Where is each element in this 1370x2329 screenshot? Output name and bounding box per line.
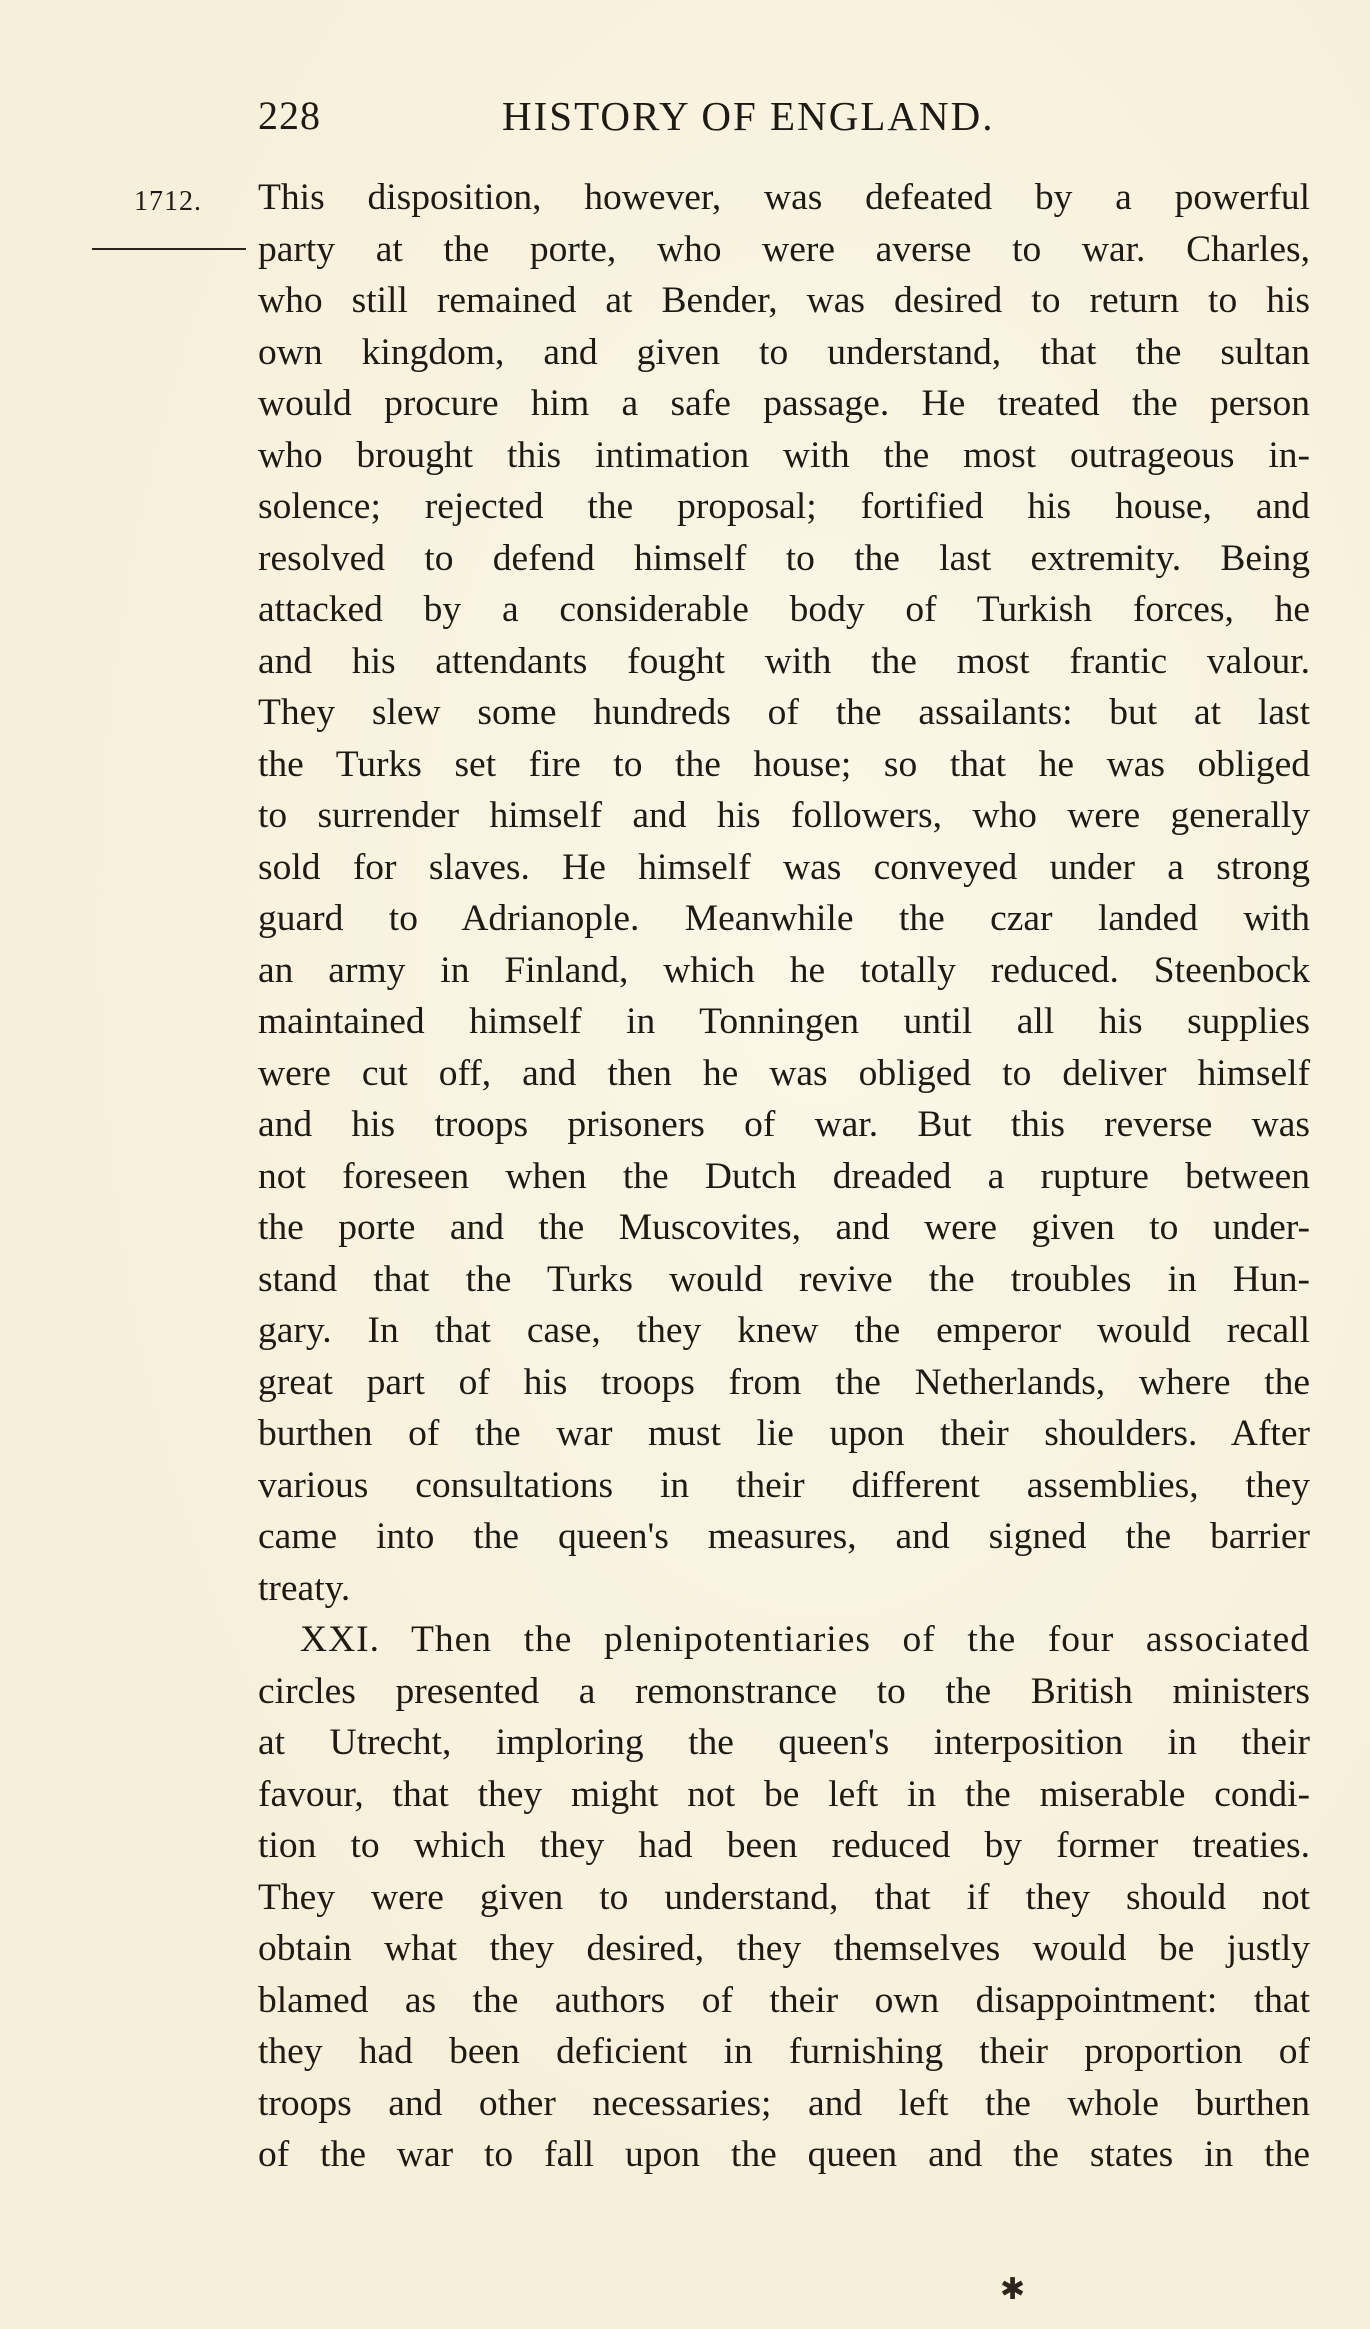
text-line: This disposition, however, was defeated by a powerful <box>258 177 1310 218</box>
text-line: They were given to understand, that if they should not <box>258 1876 1310 1918</box>
text-line: of the war to fall upon the queen and the states in the <box>258 2134 1310 2175</box>
text-line: maintained himself in Tonningen until all his supplies <box>258 1001 1310 1042</box>
text-line: would procure him a safe passage. He treated the person <box>258 383 1310 424</box>
text-line: attacked by a considerable body of Turkish forces, he <box>258 589 1310 630</box>
text-line: blamed as the authors of their own disappointment: that <box>258 1979 1310 2021</box>
text-line: were cut off, and then he was obliged to deliver himself <box>258 1052 1310 1094</box>
margin-year-note: 1712. <box>134 186 202 217</box>
body-text <box>258 172 1310 2181</box>
text-line: party at the porte, who were averse to war. Charles, <box>258 228 1310 270</box>
text-line: and his attendants fought with the most frantic valour. <box>258 640 1310 682</box>
text-line: and his troops prisoners of war. But this reverse was <box>258 1104 1310 1145</box>
text-line: troops and other necessaries; and left the whole burthen <box>258 2082 1310 2124</box>
text-line: guard to Adrianople. Meanwhile the czar landed with <box>258 898 1310 939</box>
text-line: not foreseen when the Dutch dreaded a rupture between <box>258 1155 1310 1197</box>
text-line: They slew some hundreds of the assailants: but at last <box>258 692 1310 733</box>
text-line: obtain what they desired, they themselves would be justly <box>258 1928 1310 1969</box>
text-line: own kingdom, and given to understand, that the sultan <box>258 331 1310 373</box>
signature-mark: ✱ <box>1000 2273 1026 2306</box>
text-line: solence; rejected the proposal; fortified his house, and <box>258 486 1310 527</box>
text-line: burthen of the war must lie upon their shoulders. After <box>258 1413 1310 1454</box>
running-title: HISTORY OF ENGLAND. <box>502 93 995 139</box>
text-line: who brought this intimation with the most outrageous in- <box>258 434 1310 476</box>
margin-rule <box>92 248 246 250</box>
text-line: resolved to defend himself to the last extremity. Being <box>258 537 1310 579</box>
text-line: at Utrecht, imploring the queen's interposition in their <box>258 1722 1310 1763</box>
text-line: favour, that they might not be left in the miserable condi- <box>258 1773 1310 1815</box>
text-line: stand that the Turks would revive the troubles in Hun- <box>258 1258 1310 1300</box>
text-line: tion to which they had been reduced by former treaties. <box>258 1825 1310 1866</box>
text-line: who still remained at Bender, was desired to return to his <box>258 280 1310 321</box>
text-line: an army in Finland, which he totally reduced. Steenbock <box>258 949 1310 991</box>
text-line: treaty. <box>258 1567 351 1609</box>
text-line: circles presented a remonstrance to the British ministers <box>258 1670 1310 1712</box>
page-number: 228 <box>258 93 321 138</box>
text-line: they had been deficient in furnishing their proportion of <box>258 2031 1310 2072</box>
text-line: sold for slaves. He himself was conveyed under a strong <box>258 846 1310 888</box>
text-line: the porte and the Muscovites, and were given to under- <box>258 1207 1310 1248</box>
section-start-line: XXI. Then the plenipotentiaries of the four associated <box>300 1619 1310 1660</box>
text-line: to surrender himself and his followers, who were generally <box>258 795 1310 836</box>
text-line: the Turks set fire to the house; so that he was obliged <box>258 743 1310 785</box>
text-line: great part of his troops from the Netherlands, where the <box>258 1361 1310 1403</box>
text-line: various consultations in their different assemblies, they <box>258 1464 1310 1506</box>
text-line: gary. In that case, they knew the emperor would recall <box>258 1310 1310 1351</box>
running-head <box>258 92 1118 152</box>
text-line: came into the queen's measures, and signed the barrier <box>258 1516 1310 1557</box>
